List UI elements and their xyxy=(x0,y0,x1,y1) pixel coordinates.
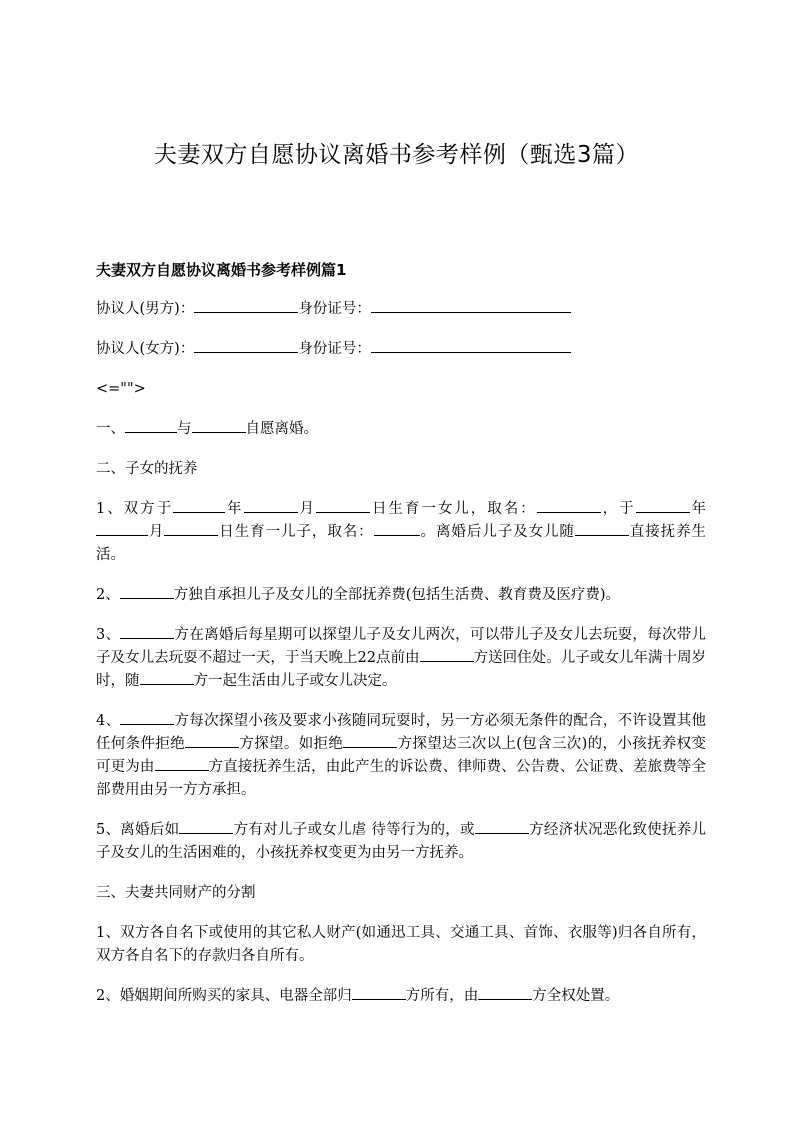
item-text: 方在离婚后每星期可以探望儿子及女儿两次，可以带儿子及女儿去玩耍，每次带儿子及女儿去玩耍不超过一天，于当天晚上22点前由 xyxy=(96,627,706,666)
blank xyxy=(155,756,209,771)
party-female-line xyxy=(96,338,706,361)
item-text: 日生育一儿子，取名： xyxy=(218,524,374,540)
item-text: 年 xyxy=(689,501,707,517)
item-text: 5、离婚后如 xyxy=(96,822,180,838)
item-text: 方直接抚养生活，由此产生的诉讼费、律师费、公告费、公证费、差旅费等全部费用由另一方方承担。 xyxy=(96,759,707,798)
item-text: 3、 xyxy=(96,627,121,643)
blank xyxy=(420,647,474,662)
blank xyxy=(125,418,177,433)
heading-3: 三、夫妻共同财产的分割 xyxy=(96,885,256,901)
item-text: 。离婚后儿子及女儿随 xyxy=(419,524,575,540)
blank xyxy=(179,819,233,834)
item-text: 直接抚养生活。 xyxy=(96,524,707,563)
name-blank xyxy=(194,338,298,353)
blank xyxy=(185,733,239,748)
blank xyxy=(352,985,406,1000)
id-label: 身份证号： xyxy=(298,301,371,317)
item-text: 年 xyxy=(225,501,244,517)
item-text: 方全权处置。 xyxy=(532,988,620,1004)
id-blank xyxy=(371,338,571,353)
name-blank xyxy=(194,298,298,313)
placeholder-line: <=""> xyxy=(96,381,146,397)
blank xyxy=(140,670,194,685)
party-male-line xyxy=(96,298,706,321)
blank xyxy=(374,521,420,536)
item-text: 4、 xyxy=(96,713,121,729)
document-title: 夫妻双方自愿协议离婚书参考样例（甄选3篇） xyxy=(153,142,640,168)
item-text: 方探望。如拒绝 xyxy=(239,736,344,752)
item-3-2 xyxy=(96,985,706,1008)
item-text: 2、婚姻期间所购买的家具、电器全部归 xyxy=(96,988,352,1004)
item-text: 方独自承担儿子及女儿的全部抚养费(包括生活费、教育费及医疗费)。 xyxy=(173,587,621,603)
id-label: 身份证号： xyxy=(298,341,371,357)
clause-text: 一、 xyxy=(96,421,125,437)
heading-2: 二、子女的抚养 xyxy=(96,461,198,477)
party-female-label: 协议人(女方)： xyxy=(96,341,195,357)
blank xyxy=(343,733,397,748)
blank xyxy=(192,418,246,433)
item-text: 方有对儿子或女儿虐 待等行为的，或 xyxy=(233,822,475,838)
item-text: ，于 xyxy=(600,501,636,517)
section-heading: 夫妻双方自愿协议离婚书参考样例篇1 xyxy=(96,261,347,279)
item-text: 方一起生活由儿子或女儿决定。 xyxy=(193,673,397,689)
item-3-1: 1、双方各自名下或使用的其它私人财产(如通迅工具、交通工具、首饰、衣服等)归各自所有，双方各自名下的存款归各自所有。 xyxy=(96,925,706,964)
blank xyxy=(244,498,298,513)
item-text: 方探望达三次以上(包含三次)的，小孩抚养权变可更为由 xyxy=(96,736,707,775)
item-2-5 xyxy=(96,819,706,865)
blank xyxy=(120,584,174,599)
item-text: 日生育一女儿，取名： xyxy=(369,501,537,517)
party-male-label: 协议人(男方)： xyxy=(96,301,195,317)
blank xyxy=(316,498,370,513)
item-2-1 xyxy=(96,498,706,567)
item-text: 方每次探望小孩及要求小孩随同玩耍时，另一方必须无条件的配合，不许设置其他任何条件拒绝 xyxy=(96,713,706,752)
item-text: 1、双方于 xyxy=(96,501,174,517)
blank xyxy=(636,498,690,513)
item-text: 方送回住处。儿子或女儿年满十周岁时，随 xyxy=(96,650,707,689)
item-2-4 xyxy=(96,710,706,802)
document-body xyxy=(96,298,706,1025)
blank xyxy=(120,624,174,639)
item-text: 方所有，由 xyxy=(405,988,479,1004)
blank xyxy=(164,521,218,536)
clause-1 xyxy=(96,418,706,441)
item-text: 方经济状况恶化致使抚养儿子及女儿的生活困难的，小孩抚养权变更为由另一方抚养。 xyxy=(96,822,706,861)
id-blank xyxy=(371,298,571,313)
item-2-3 xyxy=(96,624,706,693)
blank xyxy=(537,498,601,513)
blank xyxy=(173,498,225,513)
item-text: 月 xyxy=(297,501,316,517)
item-2-2 xyxy=(96,584,706,607)
clause-text: 与 xyxy=(177,421,192,437)
blank xyxy=(475,819,529,834)
item-text: 月 xyxy=(148,524,165,540)
blank xyxy=(120,710,174,725)
clause-text: 自愿离婚。 xyxy=(245,421,318,437)
blank xyxy=(478,985,532,1000)
item-text: 2、 xyxy=(96,587,120,603)
blank xyxy=(575,521,629,536)
blank xyxy=(96,521,148,536)
